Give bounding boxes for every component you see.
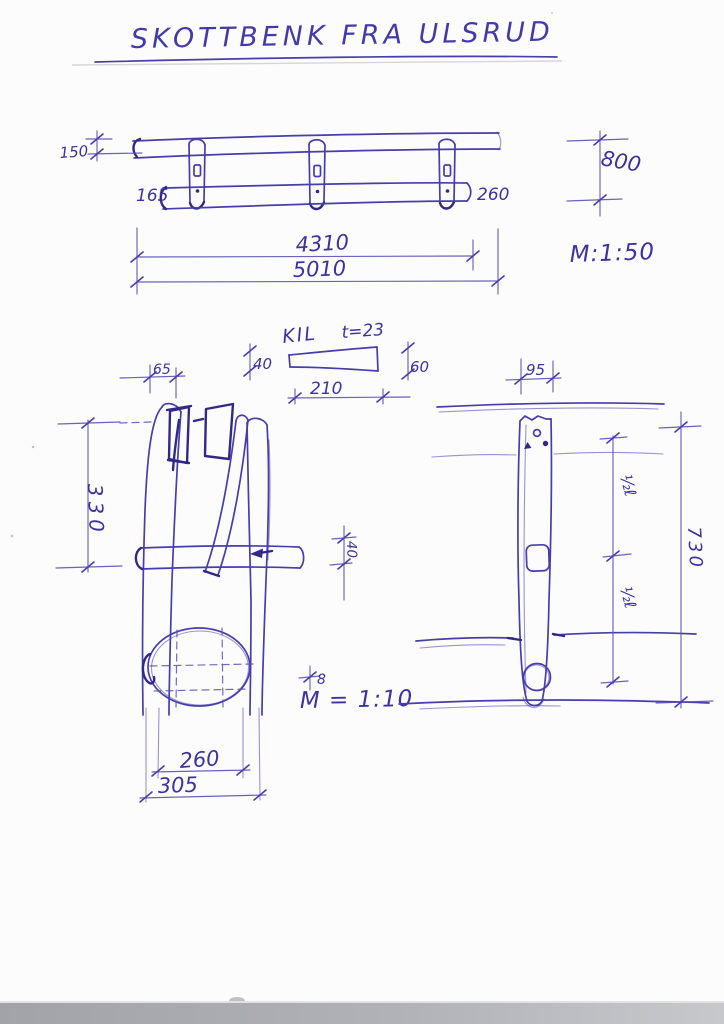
- leg-detail: [399, 359, 713, 709]
- section-left-leg: [143, 407, 162, 715]
- section-dim-330-label: 330: [83, 483, 109, 538]
- leg-peg-hole: [534, 430, 541, 437]
- leg-dim-upper-half-label: ½ℓ: [616, 472, 641, 499]
- leg-ground-line: [399, 700, 709, 704]
- wedge-thickness-label: t=23: [340, 320, 385, 343]
- section-bar: [141, 546, 299, 548]
- side-view: [59, 131, 655, 294]
- scan-edge-bar: [0, 1003, 724, 1024]
- title-block: [72, 17, 562, 65]
- leg-dim-730-label: 730: [683, 526, 707, 571]
- side-view-scale-label: M:1:50: [569, 239, 656, 268]
- page-title: SKOTTBENK FRA ULSRUD: [130, 16, 555, 55]
- leg-dim-lower-half-label: ½ℓ: [616, 584, 641, 611]
- dim-165-label: 165: [136, 186, 169, 206]
- dim-150-label: 150: [59, 142, 89, 162]
- wedge-dim-60-label: 60: [410, 358, 430, 376]
- section-dim-260-label: 260: [178, 746, 221, 773]
- leg-top-plank: [437, 403, 664, 407]
- dim-800-label: 800: [599, 146, 643, 177]
- wedge-detail: [244, 320, 429, 404]
- section-dim-65-label: 65: [153, 362, 171, 378]
- section-dim-8-label: 8: [317, 672, 326, 688]
- wedge-top-edge: [289, 347, 377, 355]
- dim-4310-label: 4310: [295, 230, 350, 257]
- leg-dim-95-label: 95: [526, 361, 546, 379]
- section-wedge-b: [205, 404, 233, 459]
- scan-bar-highlight: [0, 1001, 724, 1003]
- section-detail: [56, 362, 413, 802]
- lower-plank-top-edge: [163, 183, 467, 188]
- wedge-dim-40-label: 40: [253, 355, 273, 373]
- section-dim-305-label: 305: [157, 772, 199, 798]
- leg-mortise-hole: [526, 545, 549, 572]
- dim-260-side-label: 260: [477, 185, 510, 205]
- dim-5010-label: 5010: [292, 256, 347, 282]
- wedge-dim-210-label: 210: [310, 379, 343, 399]
- wedge-label: KIL: [281, 322, 318, 348]
- section-dim-40-label: 40: [343, 540, 360, 559]
- section-plank: [205, 421, 236, 572]
- leg-lower-plank: [416, 638, 513, 641]
- wedge-bottom-edge: [290, 367, 378, 371]
- section-scale-label: M = 1:10: [299, 686, 414, 714]
